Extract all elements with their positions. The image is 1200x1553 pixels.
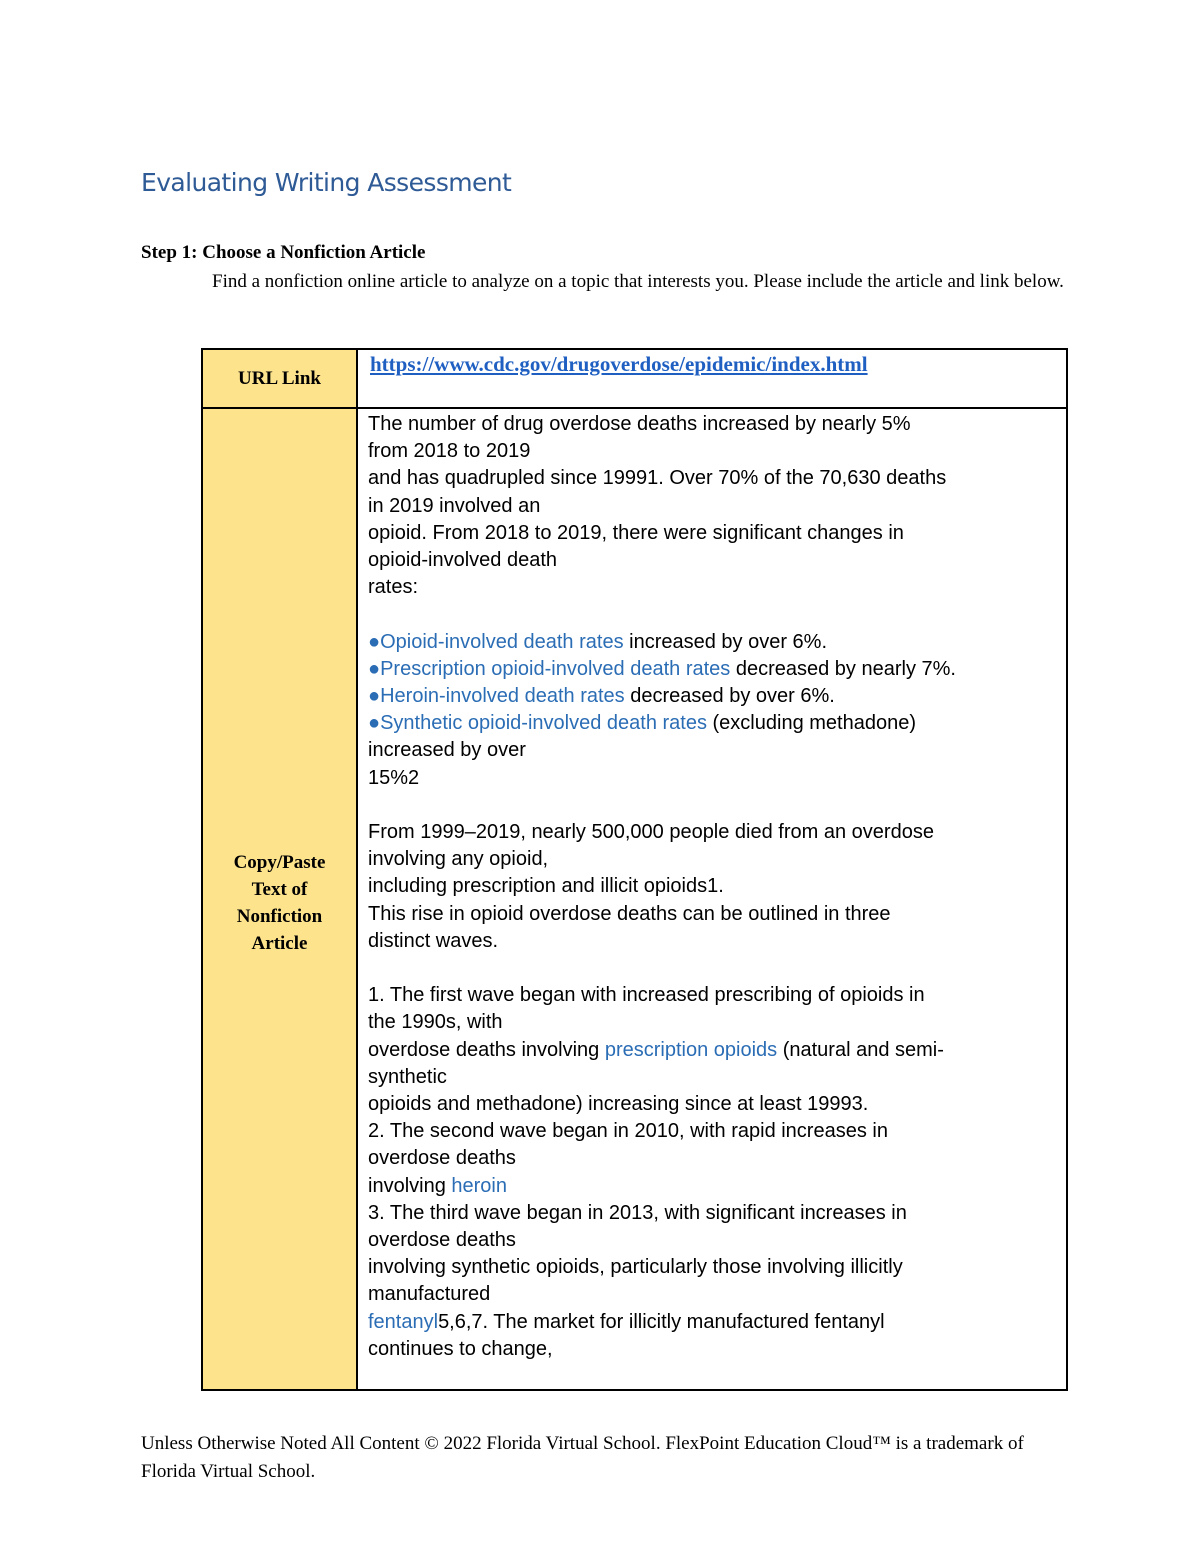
- bullet-item: [368, 656, 1056, 683]
- bullet-item: [368, 683, 1056, 710]
- bullet-text: (excluding methadone): [706, 712, 916, 735]
- document-title: Evaluating Writing Assessment: [141, 168, 512, 197]
- url-value-cell: [357, 349, 1067, 408]
- article-line: 1. The first wave began with increased prescribing of opioids in: [368, 984, 925, 1007]
- article-line: distinct waves.: [368, 929, 499, 952]
- article-table: [201, 348, 1068, 1391]
- synthetic-opioid-death-rates-link[interactable]: Synthetic opioid-involved death rates: [380, 712, 707, 735]
- article-line: 2. The second wave began in 2010, with rapid increases in: [368, 1120, 888, 1143]
- paragraph-gap: [368, 792, 1056, 819]
- bullet-item: [368, 629, 1056, 656]
- article-line: [368, 1173, 1056, 1200]
- article-line: manufactured: [368, 1283, 491, 1306]
- article-line: including prescription and illicit opioids1.: [368, 875, 724, 898]
- article-line: involving synthetic opioids, particularly those involving illicitly: [368, 1256, 903, 1279]
- line-text: involving: [368, 1174, 452, 1197]
- article-text-label-line: Article: [251, 933, 308, 954]
- step-1-heading: Step 1: Choose a Nonfiction Article: [141, 242, 426, 263]
- article-line: from 2018 to 2019: [368, 440, 531, 463]
- article-line: overdose deaths: [368, 1147, 516, 1170]
- bullet-marker: ●: [368, 657, 381, 680]
- prescription-opioids-link[interactable]: prescription opioids: [604, 1038, 778, 1061]
- url-row: [202, 349, 1067, 408]
- step-1-description: Find a nonfiction online article to analyze on a topic that interests you. Please include the article and link below.: [212, 271, 1064, 292]
- article-text-cell: [357, 408, 1067, 1390]
- article-line: continues to change,: [368, 1337, 553, 1360]
- article-line: synthetic: [368, 1065, 447, 1088]
- line-text: overdose deaths involving: [368, 1038, 605, 1061]
- bullet-text: decreased by nearly 7%.: [730, 657, 956, 680]
- bullet-marker: ●: [368, 712, 381, 735]
- article-line: in 2019 involved an: [368, 494, 541, 517]
- bullet-item: [368, 710, 1056, 737]
- copyright-footer: Unless Otherwise Noted All Content © 2022 Florida Virtual School. FlexPoint Education Cloud™ is a trademark of Florida Virtual School.: [141, 1433, 1024, 1482]
- article-line: The number of drug overdose deaths increased by nearly 5%: [368, 413, 911, 435]
- article-line: increased by over: [368, 739, 526, 762]
- heroin-link[interactable]: heroin: [451, 1174, 507, 1197]
- fentanyl-link[interactable]: fentanyl: [368, 1310, 439, 1333]
- article-url-link[interactable]: https://www.cdc.gov/drugoverdose/epidemic/index.html: [370, 352, 868, 376]
- article-text-label-line: Copy/Paste: [233, 852, 326, 873]
- article-line: [368, 1309, 1056, 1336]
- article-line: opioid-involved death: [368, 549, 558, 572]
- article-line: rates:: [368, 576, 419, 599]
- article-line: 15%2: [368, 766, 420, 789]
- bullet-text: decreased by over 6%.: [624, 685, 835, 708]
- article-line: 3. The third wave began in 2013, with significant increases in: [368, 1201, 907, 1224]
- article-line: involving any opioid,: [368, 848, 549, 871]
- heroin-death-rates-link[interactable]: Heroin-involved death rates: [380, 685, 625, 708]
- article-line: opioids and methadone) increasing since at least 19993.: [368, 1093, 869, 1116]
- article-text-label-line: Text of: [251, 879, 308, 900]
- prescription-opioid-death-rates-link[interactable]: Prescription opioid-involved death rates: [380, 657, 731, 680]
- article-text-label-line: Nonfiction: [236, 906, 323, 927]
- article-line: overdose deaths: [368, 1229, 516, 1252]
- article-line: This rise in opioid overdose deaths can be outlined in three: [368, 902, 891, 925]
- article-line: [368, 1037, 1056, 1064]
- article-text-label-cell: [202, 408, 357, 1390]
- paragraph-gap: [368, 955, 1056, 982]
- article-line: opioid. From 2018 to 2019, there were significant changes in: [368, 521, 904, 544]
- line-text: (natural and semi-: [777, 1038, 944, 1061]
- line-text: 5,6,7. The market for illicitly manufactured fentanyl: [438, 1310, 885, 1333]
- opioid-death-rates-link[interactable]: Opioid-involved death rates: [380, 630, 624, 653]
- paragraph-gap: [368, 601, 1056, 628]
- bullet-text: increased by over 6%.: [623, 630, 828, 653]
- article-text-row: [202, 408, 1067, 1390]
- article-line: the 1990s, with: [368, 1011, 503, 1034]
- bullet-marker: ●: [368, 685, 381, 708]
- article-line: and has quadrupled since 19991. Over 70% of the 70,630 deaths: [368, 467, 947, 490]
- article-line: From 1999–2019, nearly 500,000 people died from an overdose: [368, 821, 934, 844]
- url-label: URL Link: [238, 368, 321, 389]
- url-label-cell: [202, 349, 357, 408]
- bullet-marker: ●: [368, 630, 381, 653]
